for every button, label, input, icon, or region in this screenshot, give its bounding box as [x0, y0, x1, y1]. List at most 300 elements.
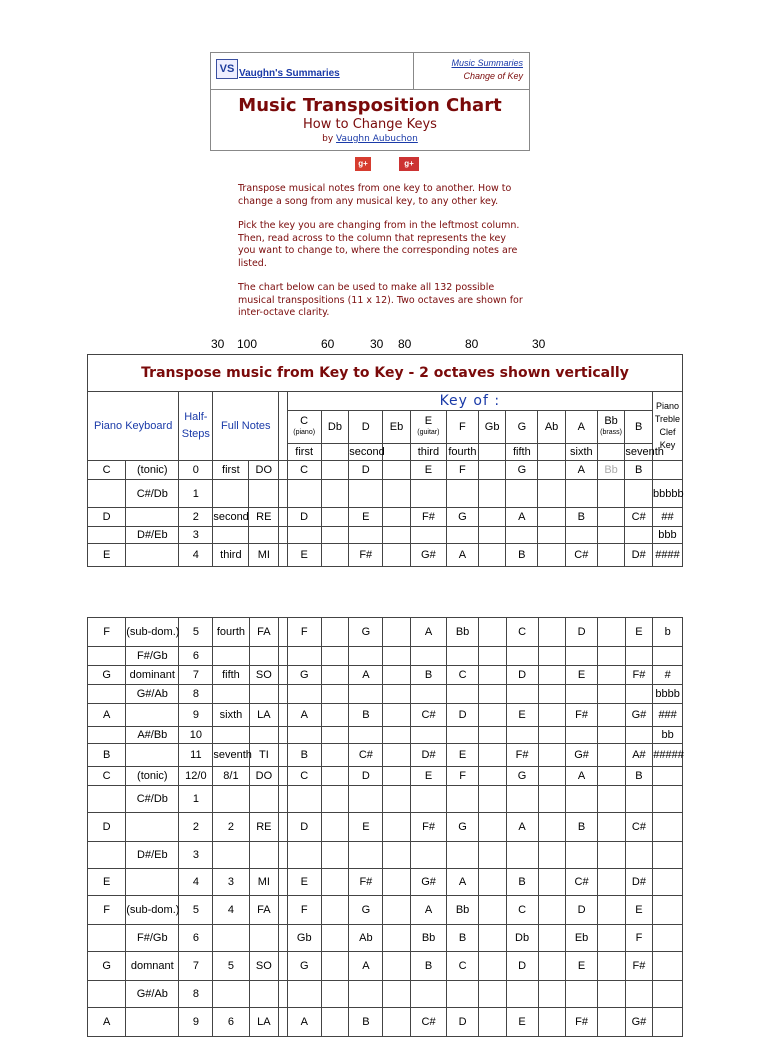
key-header-cell [478, 411, 506, 444]
white-key-cell: F [88, 618, 126, 647]
header-top-bar [211, 53, 529, 90]
full-note-cell: first [213, 461, 249, 480]
chart-caption-text: Transpose music from Key to Key - 2 octaves shown vertically [141, 365, 629, 381]
solfege-cell [249, 685, 279, 704]
note-cell: G# [411, 869, 447, 896]
key-name: Db [327, 420, 342, 433]
white-key-cell [88, 925, 126, 952]
note-cell [383, 813, 411, 842]
solfege-cell [249, 727, 279, 744]
white-key-cell: A [88, 1008, 126, 1037]
white-key-cell [88, 685, 126, 704]
black-key-cell: dominant [126, 666, 179, 685]
note-cell [411, 647, 447, 666]
note-cell [287, 527, 321, 544]
note-cell: F# [625, 952, 653, 981]
gap-cell [279, 508, 287, 527]
note-cell [321, 744, 349, 767]
full-note-cell [213, 647, 249, 666]
white-key-cell: D [88, 813, 126, 842]
black-key-cell [126, 869, 179, 896]
note-cell [598, 1008, 626, 1037]
note-cell [287, 480, 321, 508]
google-plus-icon[interactable]: g+ [355, 157, 371, 171]
note-cell: B [411, 952, 447, 981]
note-cell [383, 544, 411, 567]
note-cell [383, 685, 411, 704]
full-note-cell: 5 [213, 952, 249, 981]
note-cell: A [349, 666, 383, 685]
clef-cell: bbbbb [652, 480, 682, 508]
clef-cell [652, 461, 682, 480]
full-note-cell: seventh [213, 744, 249, 767]
note-cell [479, 869, 507, 896]
site-header [210, 52, 530, 151]
solfege-cell: DO [249, 767, 279, 786]
full-note-cell: fifth [213, 666, 249, 685]
note-cell [383, 744, 411, 767]
note-cell [598, 767, 626, 786]
note-cell [506, 842, 538, 869]
table-row [88, 842, 683, 869]
note-cell: G# [625, 1008, 653, 1037]
table-row [88, 666, 683, 685]
solfege-cell: FA [249, 618, 279, 647]
table-row [88, 508, 683, 527]
page-title: Music Transposition Chart [238, 95, 502, 116]
table-row [88, 925, 683, 952]
note-cell [287, 647, 321, 666]
note-cell: F# [349, 869, 383, 896]
key-of-header [287, 392, 652, 411]
note-cell: D [349, 461, 383, 480]
note-cell [446, 480, 478, 508]
note-cell [321, 666, 349, 685]
half-steps-header: Half-Steps [179, 392, 213, 461]
half-step-cell: 4 [179, 869, 213, 896]
full-note-cell [213, 925, 249, 952]
note-cell: C [287, 461, 321, 480]
key-name: Ab [544, 420, 559, 433]
note-cell [597, 508, 625, 527]
note-cell [383, 461, 411, 480]
note-cell [411, 685, 447, 704]
note-cell: G# [625, 704, 653, 727]
clef-cell: # [653, 666, 683, 685]
note-cell: D# [625, 544, 653, 567]
key-header-cell [410, 411, 446, 444]
key-name: D [361, 420, 370, 433]
note-cell: F [287, 896, 321, 925]
black-key-cell [126, 704, 179, 727]
note-cell [506, 981, 538, 1008]
full-note-cell [213, 527, 249, 544]
black-key-cell [126, 508, 179, 527]
note-cell: A [506, 813, 538, 842]
table-row [88, 952, 683, 981]
note-cell [383, 896, 411, 925]
note-cell: F# [411, 813, 447, 842]
width-label: 80 [398, 337, 412, 351]
intro-text [238, 183, 523, 332]
key-name: A [577, 420, 585, 433]
category-subtitle: Change of Key [463, 71, 523, 81]
note-cell [479, 647, 507, 666]
note-cell [479, 842, 507, 869]
width-label: 30 [211, 337, 225, 351]
note-cell: C [447, 666, 479, 685]
note-cell [383, 527, 411, 544]
degree-cell: fifth [506, 444, 538, 461]
note-cell: F# [506, 744, 538, 767]
width-label: 30 [532, 337, 546, 351]
note-cell: C [506, 618, 538, 647]
note-cell: C [287, 767, 321, 786]
note-cell [598, 666, 626, 685]
width-label: 30 [370, 337, 384, 351]
note-cell [538, 744, 566, 767]
note-cell [566, 647, 598, 666]
note-cell [538, 786, 566, 813]
chart-body-top [88, 461, 683, 567]
note-cell [349, 842, 383, 869]
white-key-cell [88, 480, 126, 508]
note-cell [598, 647, 626, 666]
note-cell [447, 647, 479, 666]
table-row [88, 813, 683, 842]
author-link[interactable]: Vaughn Aubuchon [336, 134, 418, 144]
note-cell [538, 647, 566, 666]
degree-cell [383, 444, 411, 461]
note-cell [506, 727, 538, 744]
half-step-cell: 6 [179, 647, 213, 666]
category-link[interactable]: Music Summaries [451, 58, 523, 68]
key-header-cell [383, 411, 411, 444]
half-step-cell: 3 [179, 842, 213, 869]
note-cell [383, 786, 411, 813]
half-step-cell: 9 [179, 704, 213, 727]
half-step-cell: 12/0 [179, 767, 213, 786]
note-cell: Bb [447, 896, 479, 925]
table-row [88, 981, 683, 1008]
key-name: B [634, 420, 643, 433]
note-cell [321, 685, 349, 704]
black-key-cell: F#/Gb [126, 647, 179, 666]
note-cell [566, 786, 598, 813]
note-cell: D [566, 896, 598, 925]
note-cell [446, 527, 478, 544]
black-key-cell: F#/Gb [126, 925, 179, 952]
key-header-cell [446, 411, 478, 444]
note-cell [598, 685, 626, 704]
note-cell [506, 527, 538, 544]
note-cell: B [565, 508, 597, 527]
note-cell [625, 727, 653, 744]
clef-cell [653, 767, 683, 786]
note-cell: G [446, 508, 478, 527]
key-header-cell [321, 411, 349, 444]
note-cell [349, 527, 383, 544]
solfege-cell [249, 647, 279, 666]
site-name-link[interactable]: Vaughn's Summaries [239, 68, 340, 79]
note-cell [287, 981, 321, 1008]
note-cell: C# [566, 869, 598, 896]
note-cell [538, 508, 566, 527]
note-cell [538, 618, 566, 647]
clef-cell [653, 1008, 683, 1037]
intro-paragraph: Transpose musical notes from one key to another. How to change a song from any musical key, to any other key. [238, 183, 512, 207]
full-note-cell: sixth [213, 704, 249, 727]
clef-cell: bbbb [653, 685, 683, 704]
note-cell: Bb [597, 461, 625, 480]
clef-cell [653, 869, 683, 896]
note-cell: B [506, 544, 538, 567]
note-cell [383, 925, 411, 952]
table-row [88, 744, 683, 767]
degree-cell [478, 444, 506, 461]
note-cell [479, 666, 507, 685]
white-key-cell: G [88, 666, 126, 685]
solfege-cell: SO [249, 666, 279, 685]
half-step-cell: 8 [179, 685, 213, 704]
note-cell: E [566, 952, 598, 981]
table-row [88, 480, 683, 508]
note-cell: G [506, 461, 538, 480]
note-cell: D [349, 767, 383, 786]
solfege-cell: RE [249, 508, 279, 527]
half-step-cell: 9 [179, 1008, 213, 1037]
key-name: C [300, 415, 309, 427]
black-key-cell: D#/Eb [126, 842, 179, 869]
note-cell [478, 527, 506, 544]
note-cell [383, 666, 411, 685]
note-cell [321, 618, 349, 647]
note-cell: D [506, 666, 538, 685]
note-cell [538, 704, 566, 727]
table-row [88, 727, 683, 744]
note-cell [598, 704, 626, 727]
note-cell [447, 842, 479, 869]
note-cell: A [287, 704, 321, 727]
note-cell [538, 925, 566, 952]
note-cell [383, 618, 411, 647]
note-cell [321, 544, 349, 567]
gap-cell [279, 666, 288, 685]
note-cell [566, 842, 598, 869]
note-cell: E [566, 666, 598, 685]
full-note-cell [213, 842, 249, 869]
note-cell: C [447, 952, 479, 981]
key-header-cell [597, 411, 625, 444]
gap-cell [279, 1008, 288, 1037]
note-cell: A [447, 869, 479, 896]
note-cell [447, 727, 479, 744]
gap-cell [279, 461, 287, 480]
solfege-cell: RE [249, 813, 279, 842]
note-cell [383, 1008, 411, 1037]
degree-cell: seventh [625, 444, 653, 461]
degree-cell: second [349, 444, 383, 461]
note-cell [383, 704, 411, 727]
note-cell: Bb [411, 925, 447, 952]
clef-cell: ## [652, 508, 682, 527]
note-cell: Db [506, 925, 538, 952]
note-cell [411, 786, 447, 813]
white-key-cell [88, 842, 126, 869]
note-cell: E [287, 544, 321, 567]
half-step-cell: 1 [179, 480, 213, 508]
byline [211, 134, 529, 144]
note-cell [410, 480, 446, 508]
white-key-cell: E [88, 869, 126, 896]
solfege-cell: MI [249, 544, 279, 567]
clef-cell [653, 786, 683, 813]
table-row [88, 544, 683, 567]
note-cell [625, 527, 653, 544]
note-cell [349, 786, 383, 813]
note-cell: A [411, 618, 447, 647]
white-key-cell: B [88, 744, 126, 767]
note-cell: A [566, 767, 598, 786]
gap-cell [279, 767, 288, 786]
gap-cell [279, 544, 287, 567]
degree-cell: fourth [446, 444, 478, 461]
gap-cell [279, 813, 288, 842]
note-cell [349, 647, 383, 666]
half-step-cell: 8 [179, 981, 213, 1008]
note-cell [479, 704, 507, 727]
note-cell: E [506, 1008, 538, 1037]
white-key-cell: A [88, 704, 126, 727]
black-key-cell: (tonic) [126, 461, 179, 480]
solfege-cell: LA [249, 1008, 279, 1037]
note-cell [321, 480, 349, 508]
note-cell [625, 842, 653, 869]
note-cell [479, 896, 507, 925]
full-notes-header: Full Notes [213, 392, 279, 461]
note-cell: G# [566, 744, 598, 767]
note-cell [598, 981, 626, 1008]
note-cell [479, 786, 507, 813]
chart-caption [88, 355, 683, 392]
black-key-cell: C#/Db [126, 480, 179, 508]
note-cell [625, 647, 653, 666]
black-key-cell: (sub-dom.) [126, 896, 179, 925]
note-cell: E [349, 813, 383, 842]
full-note-cell [213, 786, 249, 813]
note-cell [411, 981, 447, 1008]
degree-cell [597, 444, 625, 461]
full-note-cell: 3 [213, 869, 249, 896]
degree-cell: third [410, 444, 446, 461]
note-cell [383, 480, 411, 508]
note-cell [598, 786, 626, 813]
note-cell [321, 869, 349, 896]
table-row [88, 685, 683, 704]
white-key-cell: E [88, 544, 126, 567]
treble-clef-header: Piano Treble Clef Key [652, 392, 682, 461]
degree-cell [321, 444, 349, 461]
note-cell: Gb [287, 925, 321, 952]
intro-paragraph: The chart below can be used to make all 132 possible musical transpositions (11 x 12). Two octaves are shown for inter-octave clarity. [238, 282, 523, 318]
half-step-cell: 5 [179, 896, 213, 925]
byline-prefix: by [322, 134, 334, 144]
note-cell [506, 685, 538, 704]
note-cell: D# [625, 869, 653, 896]
note-cell [383, 508, 411, 527]
gap-cell [279, 744, 288, 767]
note-cell [383, 869, 411, 896]
table-row [88, 1008, 683, 1037]
note-cell: E [410, 461, 446, 480]
note-cell [321, 786, 349, 813]
key-name: F [459, 420, 466, 433]
note-cell [479, 767, 507, 786]
gap-cell [279, 952, 288, 981]
half-step-cell: 2 [179, 813, 213, 842]
note-cell: A [446, 544, 478, 567]
note-cell: B [349, 704, 383, 727]
note-cell [598, 727, 626, 744]
note-cell: D [287, 813, 321, 842]
solfege-cell: LA [249, 704, 279, 727]
note-cell [625, 480, 653, 508]
note-cell [538, 544, 566, 567]
degree-cell: first [287, 444, 321, 461]
solfege-cell: MI [249, 869, 279, 896]
note-cell [383, 952, 411, 981]
note-cell [538, 869, 566, 896]
clef-cell: bbb [652, 527, 682, 544]
half-step-cell: 7 [179, 952, 213, 981]
note-cell: B [566, 813, 598, 842]
note-cell: E [287, 869, 321, 896]
note-cell: C# [411, 1008, 447, 1037]
note-cell [566, 981, 598, 1008]
note-cell [479, 952, 507, 981]
full-note-cell [213, 685, 249, 704]
note-cell: F [446, 461, 478, 480]
note-cell: F# [566, 1008, 598, 1037]
note-cell [479, 813, 507, 842]
note-cell [349, 480, 383, 508]
note-cell [538, 952, 566, 981]
note-cell [566, 685, 598, 704]
note-cell [383, 647, 411, 666]
chart-body-bottom [88, 618, 683, 1037]
note-cell: G [287, 952, 321, 981]
google-plus-share-icon[interactable]: g+ [399, 157, 419, 171]
note-cell [506, 786, 538, 813]
note-cell: Bb [447, 618, 479, 647]
note-cell [383, 842, 411, 869]
black-key-cell: (tonic) [126, 767, 179, 786]
gap-cell [279, 925, 288, 952]
solfege-cell: TI [249, 744, 279, 767]
note-cell [479, 1008, 507, 1037]
note-cell [349, 685, 383, 704]
key-sub: (brass) [600, 429, 622, 436]
clef-cell [653, 813, 683, 842]
site-logo-icon[interactable]: VS [216, 59, 238, 79]
note-cell: G# [410, 544, 446, 567]
note-cell: E [625, 618, 653, 647]
note-cell [538, 842, 566, 869]
half-step-cell: 10 [179, 727, 213, 744]
white-key-cell [88, 981, 126, 1008]
black-key-cell [126, 1008, 179, 1037]
note-cell: C# [411, 704, 447, 727]
